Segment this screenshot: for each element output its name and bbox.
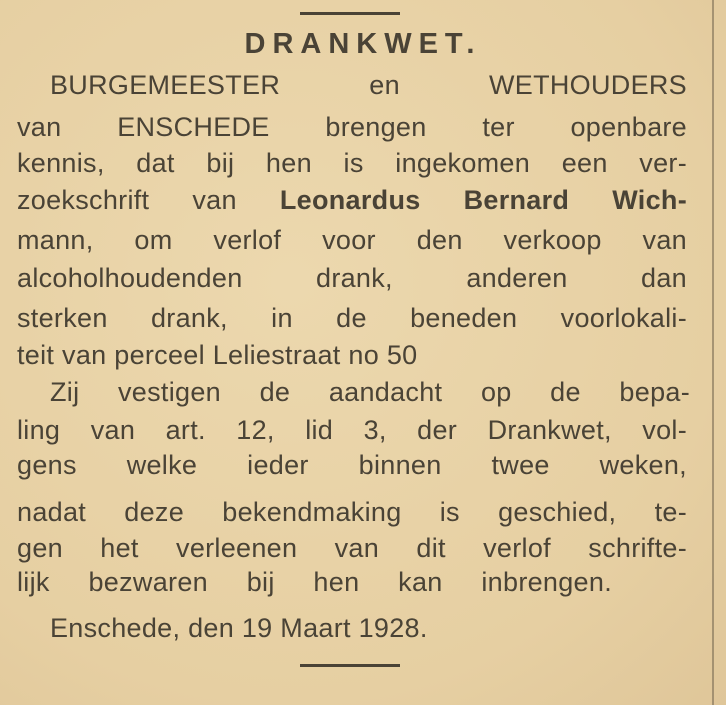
text-line: nadat deze bekendmaking is geschied, te-: [17, 497, 687, 527]
text-line: BURGEMEESTER en WETHOUDERS: [50, 70, 687, 100]
text-line: ling van art. 12, lid 3, der Drankwet, vol-: [17, 415, 687, 445]
column-divider: [712, 0, 714, 705]
text-line: kennis, dat bij hen is ingekomen een ver-: [17, 148, 687, 178]
text-line: [17, 184, 687, 216]
text-line: van ENSCHEDE brengen ter openbare: [17, 112, 687, 142]
text-line: alcoholhoudenden drank, anderen dan: [17, 263, 687, 293]
text-line: gen het verleenen van dit verlof schrifte-: [17, 533, 687, 563]
applicant-name: Leonardus Bernard Wich-: [279, 185, 687, 215]
text-line: gens welke ieder binnen twee weken,: [17, 450, 687, 480]
text-line: sterken drank, in de beneden voorlokali-: [17, 303, 687, 333]
text-line: mann, om verlof voor den verkoop van: [17, 225, 687, 255]
text-fragment: zoekschrift van: [17, 185, 237, 215]
top-rule: [300, 12, 400, 15]
signature-line: Enschede, den 19 Maart 1928.: [50, 613, 428, 643]
article-title: DRANKWET.: [244, 28, 482, 60]
text-line: teit van perceel Leliestraat no 50: [17, 340, 418, 370]
text-line: lijk bezwaren bij hen kan inbrengen.: [17, 567, 612, 597]
bottom-rule: [300, 664, 400, 667]
text-line: Zij vestigen de aandacht op de bepa-: [50, 377, 690, 407]
